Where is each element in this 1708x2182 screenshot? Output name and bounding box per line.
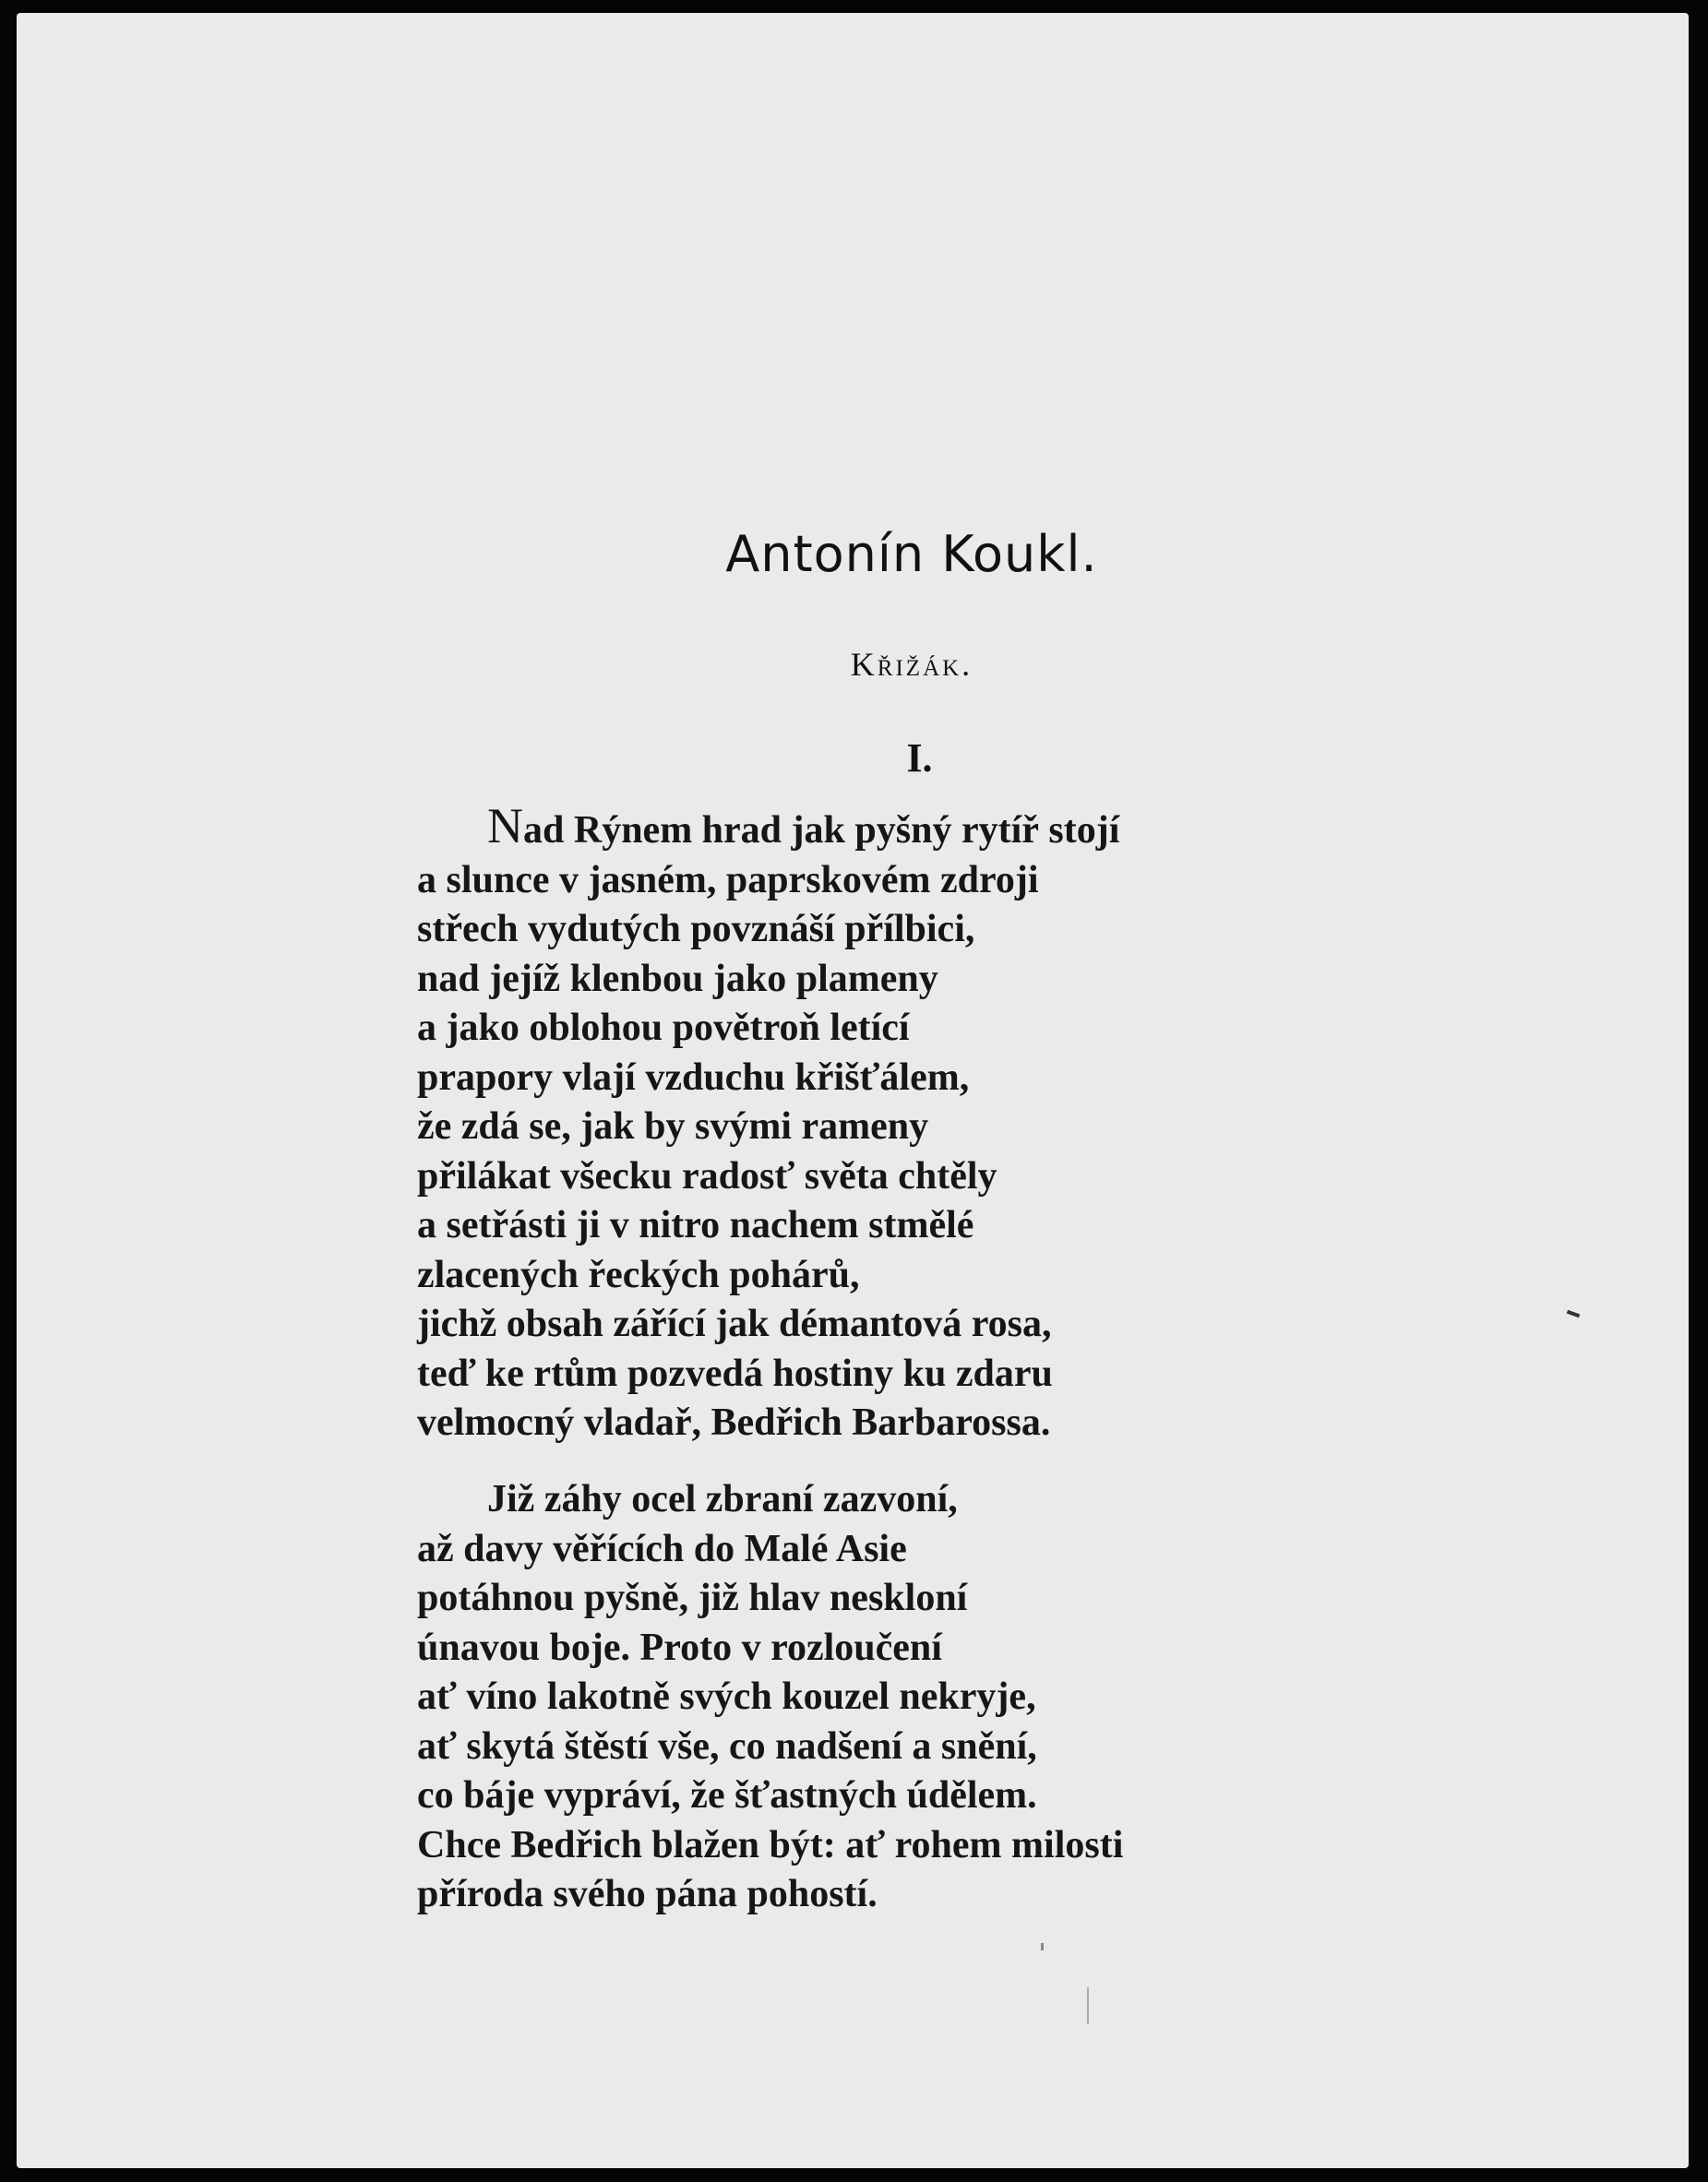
- author-heading: Antonín Koukl.: [725, 525, 1098, 583]
- poem-title: Křižák.: [850, 646, 973, 683]
- poem-line: potáhnou pyšně, již hlav neskloní: [417, 1577, 968, 1619]
- part-number: I.: [906, 735, 933, 781]
- poem-line: únavou boje. Proto v rozloučení: [417, 1626, 942, 1669]
- scan-speck: [1567, 1310, 1581, 1318]
- poem-line: a setřásti ji v nitro nachem stmělé: [417, 1204, 974, 1246]
- scan-speck: [1041, 1943, 1044, 1950]
- stanza-2: [417, 1475, 1123, 1920]
- poem-line: prapory vlají vzduchu křišťálem,: [417, 1055, 970, 1099]
- poem-line: až davy věřících do Malé Asie: [417, 1527, 907, 1570]
- poem-line: přilákat všecku radosť světa chtěly: [417, 1154, 997, 1198]
- poem-line: nad jejíž klenbou jako plameny: [417, 957, 938, 1000]
- poem-line: že zdá se, jak by svými rameny: [417, 1105, 929, 1148]
- poem-line-text: ad Rýnem hrad jak pyšný rytíř stojí: [523, 809, 1120, 852]
- poem-line: a jako oblohou povětroň letící: [417, 1007, 910, 1049]
- poem-line: Již záhy ocel zbraní zazvoní,: [487, 1478, 958, 1520]
- poem-line: co báje vypráví, že šťastných údělem.: [417, 1774, 1037, 1817]
- poem-line: velmocný vladař, Bedřich Barbarossa.: [417, 1401, 1051, 1444]
- poem-line: střech vydutých povznáší přílbici,: [417, 908, 975, 950]
- poem-line: zlacených řeckých pohárů,: [417, 1253, 860, 1296]
- poem-line: ať víno lakotně svých kouzel nekryje,: [417, 1675, 1036, 1718]
- poem-line: [487, 798, 1120, 856]
- poem-line: a slunce v jasném, paprskovém zdroji: [417, 858, 1039, 901]
- poem-line: ať skytá štěstí vše, co nadšení a snění,: [417, 1724, 1037, 1768]
- poem-line: příroda svého pána pohostí.: [417, 1873, 878, 1915]
- scan-speck: [1087, 1987, 1089, 2024]
- book-page: [17, 13, 1689, 2168]
- poem-line: jichž obsah zářící jak démantová rosa,: [417, 1303, 1052, 1345]
- poem-line: Chce Bedřich blažen být: ať rohem milosti: [417, 1823, 1124, 1866]
- drop-cap: N: [487, 798, 523, 853]
- poem-line: teď ke rtům pozvedá hostiny ku zdaru: [417, 1352, 1053, 1395]
- stanza-1: [417, 798, 1120, 1449]
